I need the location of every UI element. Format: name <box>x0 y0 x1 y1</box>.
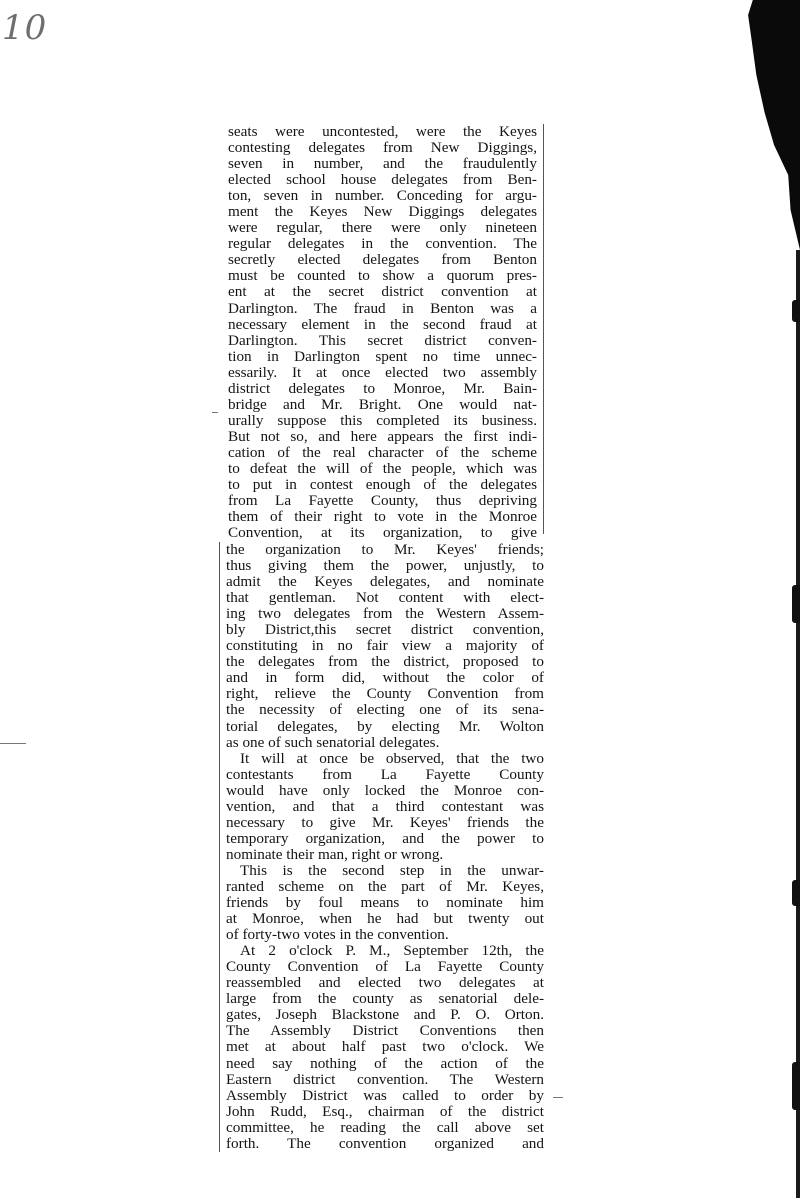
paragraph-block <box>219 542 544 1152</box>
scan-edge-mark <box>792 300 800 322</box>
text-line: would have only locked the Monroe con- <box>226 781 544 799</box>
text-line: tion in Darlington spent no time unnec- <box>228 347 537 365</box>
margin-mark <box>0 743 26 744</box>
text-line: at Monroe, when he had but twenty out <box>226 910 544 928</box>
text-line: seven in number, and the fraudulently <box>228 155 537 173</box>
text-line: contesting delegates from New Diggings, <box>228 139 537 157</box>
text-line: ton, seven in number. Conceding for argu- <box>228 187 537 205</box>
text-line: committee, he reading the call above set <box>226 1118 544 1136</box>
text-line: ing two delegates from the Western Assem- <box>226 605 544 623</box>
text-line: gates, Joseph Blackstone and P. O. Orton. <box>226 1006 544 1024</box>
text-line: Darlington. The fraud in Benton was a <box>228 299 537 317</box>
text-line: ment the Keyes New Diggings delegates <box>228 203 537 221</box>
text-line: that gentleman. Not content with elect- <box>226 589 544 607</box>
text-line: forth. The convention organized and <box>226 1134 544 1152</box>
text-line: ranted scheme on the part of Mr. Keyes, <box>226 877 544 895</box>
text-line: But not so, and here appears the first indi- <box>228 427 537 445</box>
text-line: to defeat the will of the people, which was <box>228 459 537 477</box>
article-column <box>228 124 544 1152</box>
text-line: essarily. It at once elected two assembly <box>228 363 537 381</box>
text-line: and in form did, without the color of <box>226 669 544 687</box>
text-line: contestants from La Fayette County <box>226 765 544 783</box>
text-line: urally suppose this completed its business. <box>228 411 537 429</box>
text-line: district delegates to Monroe, Mr. Bain- <box>228 379 537 397</box>
scan-edge-mark <box>792 585 800 623</box>
text-line: as one of such senatorial delegates. <box>226 733 440 751</box>
text-line: necessary to give Mr. Keyes' friends the <box>226 813 544 831</box>
text-line: to put in contest enough of the delegates <box>228 476 537 494</box>
text-line: vention, and that a third contestant was <box>226 797 544 815</box>
text-line: The Assembly District Conventions then <box>226 1022 544 1040</box>
text-line: At 2 o'clock P. M., September 12th, the <box>240 942 544 960</box>
text-line: seats were uncontested, were the Keyes <box>228 123 537 140</box>
text-line: necessary element in the second fraud at <box>228 315 537 333</box>
text-line: secretly elected delegates from Benton <box>228 251 537 269</box>
text-line: need say nothing of the action of the <box>226 1054 544 1072</box>
text-line: elected school house delegates from Ben- <box>228 171 537 189</box>
page-number: 10 <box>2 8 48 48</box>
text-line: them of their right to vote in the Monroe <box>228 508 537 526</box>
text-line: Assembly District was called to order by <box>226 1086 544 1104</box>
text-line: of forty-two votes in the convention. <box>226 926 449 944</box>
text-line: right, relieve the County Convention from <box>226 685 544 703</box>
text-line: bridge and Mr. Bright. One would nat- <box>228 395 537 413</box>
text-line: the necessity of electing one of its sena- <box>226 701 544 719</box>
scan-edge-shadow <box>682 0 800 250</box>
text-line: constituting in no fair view a majority of <box>226 637 544 655</box>
text-line: admit the Keyes delegates, and nominate <box>226 573 544 591</box>
text-line: Eastern district convention. The Western <box>226 1070 544 1088</box>
text-line: were regular, there were only nineteen <box>228 219 537 237</box>
text-line: the delegates from the district, proposed to <box>226 653 544 671</box>
text-line: friends by foul means to nominate him <box>226 894 544 912</box>
scan-edge-mark <box>792 880 800 906</box>
text-line: ent at the secret district convention at <box>228 283 537 301</box>
text-line: County Convention of La Fayette County <box>226 958 544 976</box>
margin-mark <box>212 412 218 413</box>
text-line: Convention, at its organization, to give <box>228 524 537 542</box>
text-line: regular delegates in the convention. The <box>228 235 537 253</box>
text-line: It will at once be observed, that the two <box>240 749 544 767</box>
text-line: reassembled and elected two delegates at <box>226 974 544 992</box>
scan-edge-strip <box>796 250 800 1198</box>
text-line: the organization to Mr. Keyes' friends; <box>226 541 544 558</box>
text-line: This is the second step in the unwar- <box>240 861 544 879</box>
text-line: thus giving them the power, unjustly, to <box>226 557 544 575</box>
scan-edge-mark <box>792 1062 800 1110</box>
text-line: from La Fayette County, thus depriving <box>228 492 537 510</box>
text-line: cation of the real character of the scheme <box>228 443 537 461</box>
margin-mark <box>553 1097 563 1098</box>
text-line: met at about half past two o'clock. We <box>226 1038 544 1056</box>
text-line: temporary organization, and the power to <box>226 829 544 847</box>
text-line: Darlington. This secret district conven- <box>228 331 537 349</box>
paragraph-block <box>228 123 544 542</box>
text-line: bly District,this secret district convention, <box>226 621 544 639</box>
text-line: nominate their man, right or wrong. <box>226 845 444 863</box>
text-line: must be counted to show a quorum pres- <box>228 267 537 285</box>
text-line: large from the county as senatorial dele- <box>226 990 544 1008</box>
text-line: torial delegates, by electing Mr. Wolton <box>226 717 544 735</box>
text-line: John Rudd, Esq., chairman of the district <box>226 1102 544 1120</box>
